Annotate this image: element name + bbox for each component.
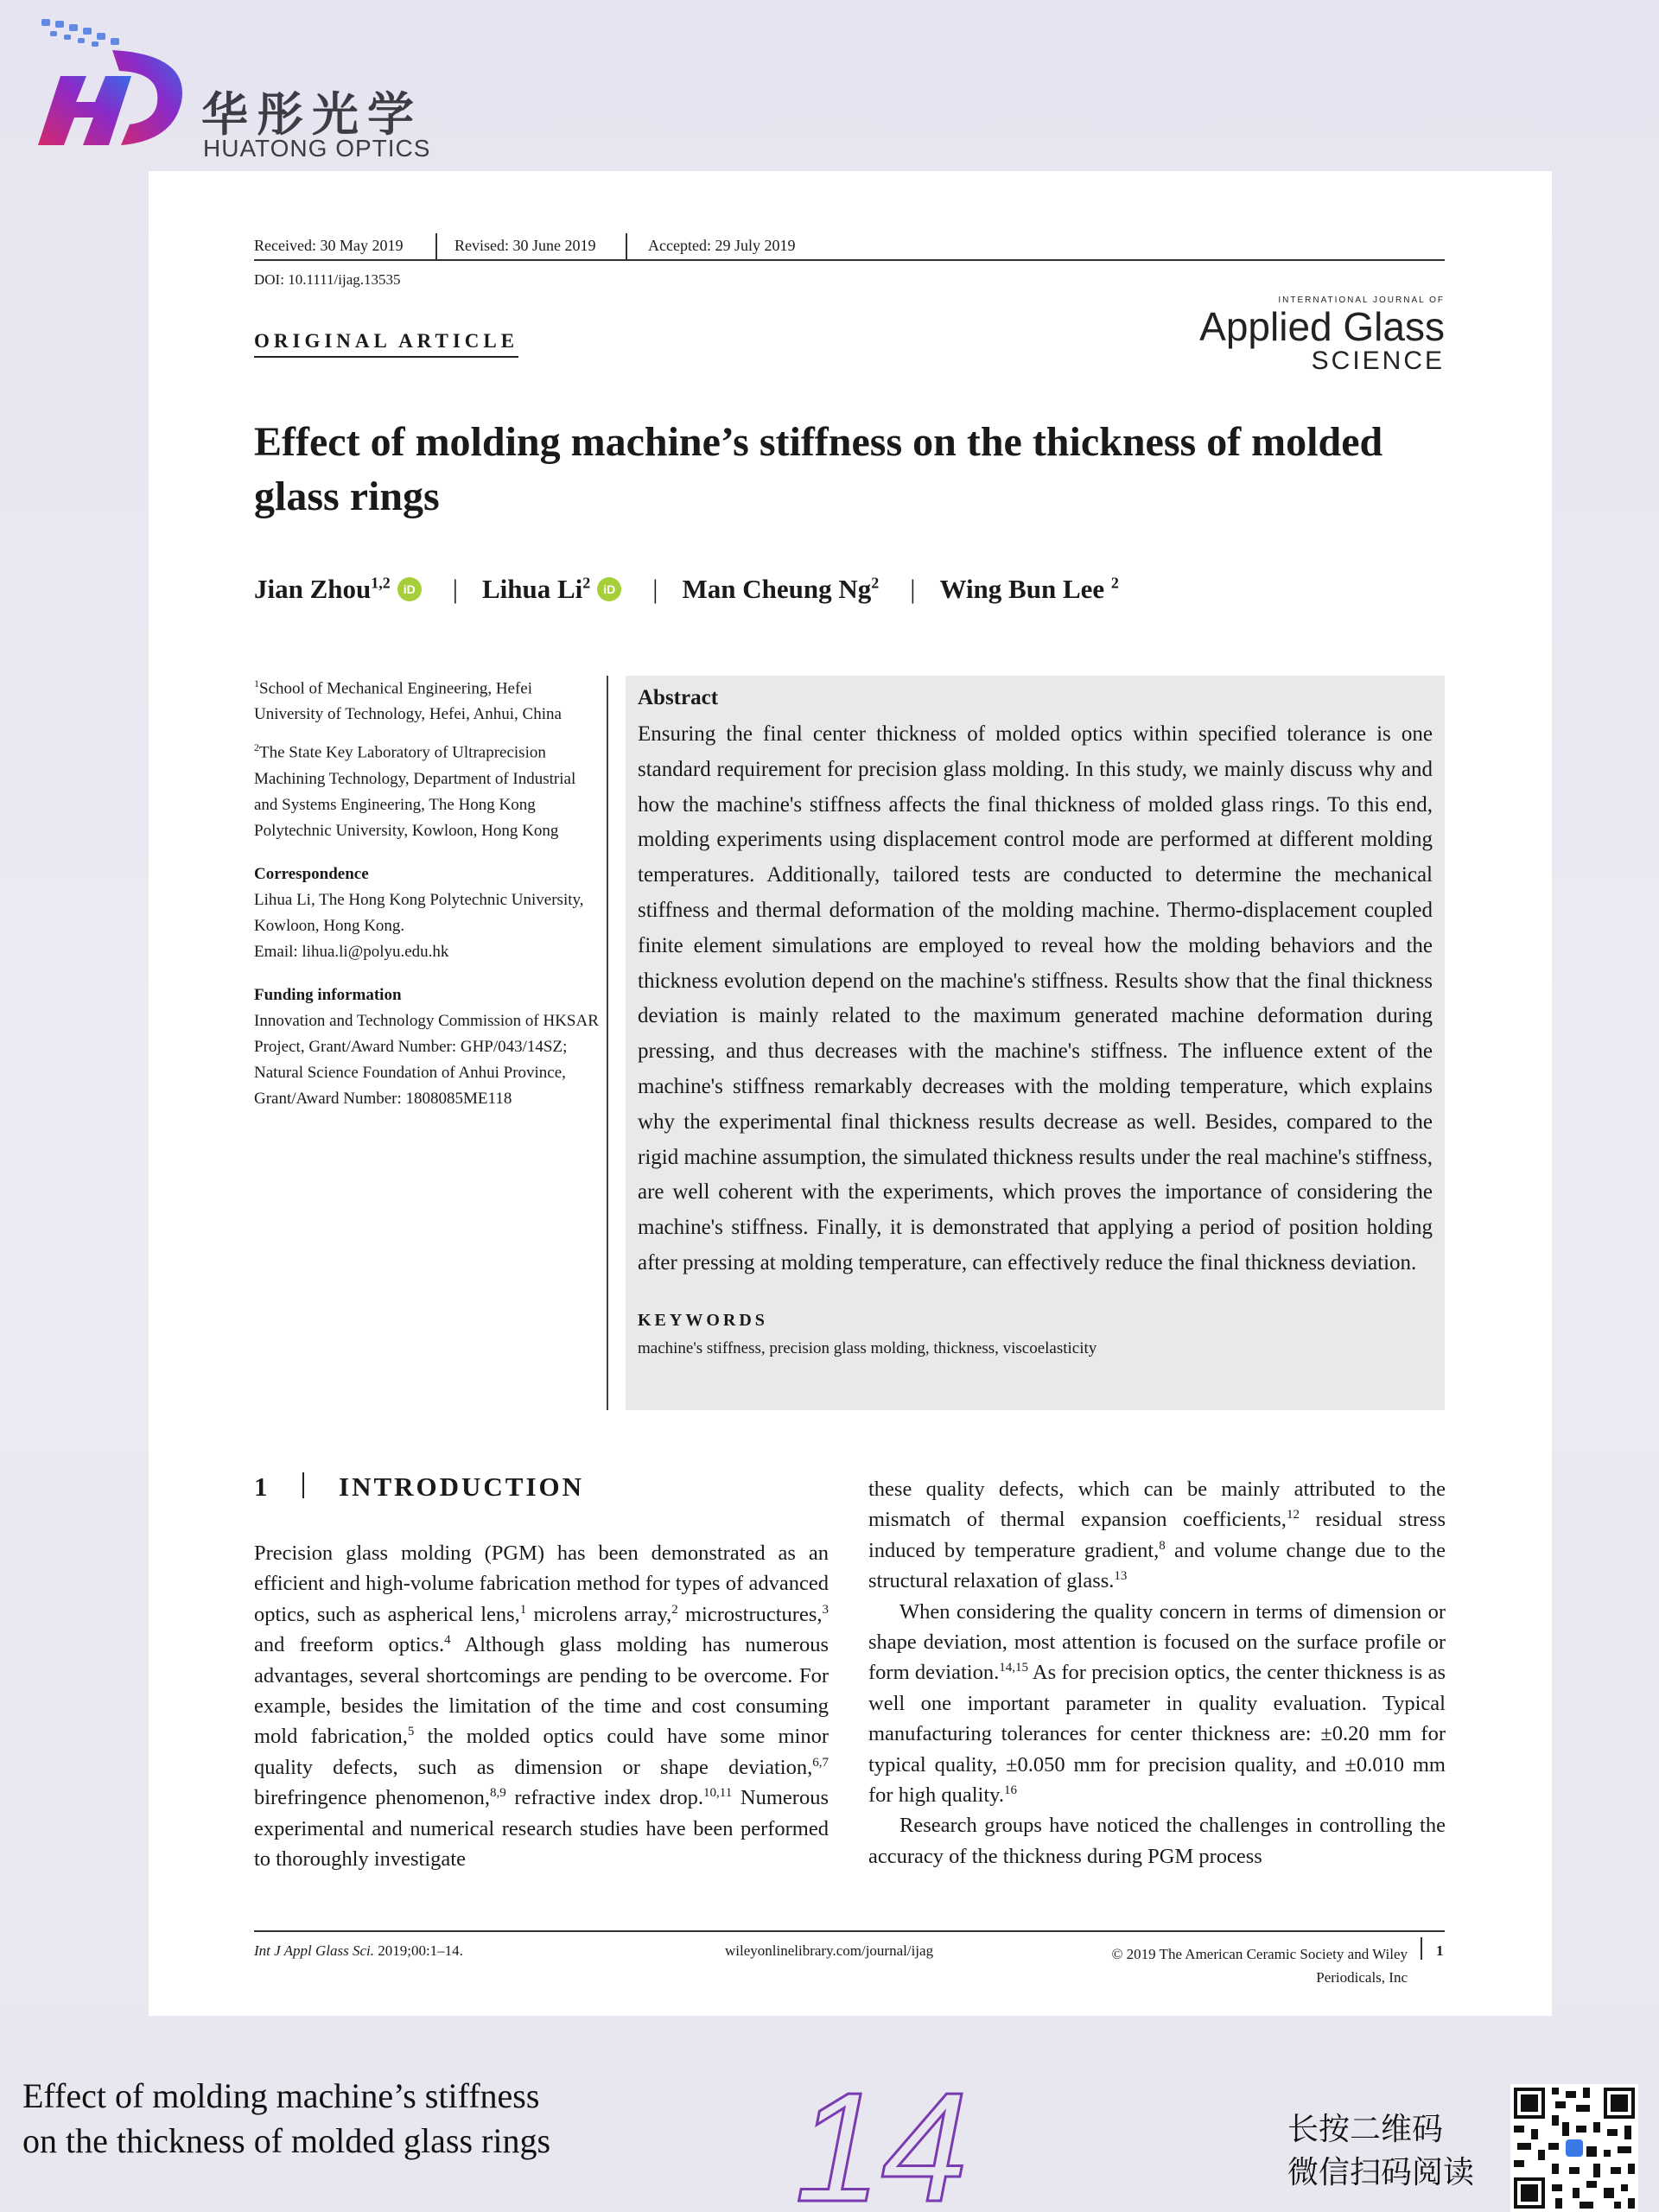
dates-bar	[254, 233, 1445, 261]
revised-date: Revised: 30 June 2019	[454, 237, 596, 254]
qr-code-icon[interactable]	[1510, 2084, 1638, 2212]
author-3[interactable]: Man Cheung Ng$^2$	[682, 574, 880, 604]
date-separator	[435, 233, 437, 259]
author-4[interactable]: Wing Bun Lee $^2$	[939, 574, 1119, 604]
brand-name-cn: 华彤光学	[201, 87, 423, 142]
footer-separator	[1421, 1937, 1422, 1960]
author-separator: |	[910, 574, 916, 604]
banner-caption	[22, 2074, 550, 2164]
email-link[interactable]: Email: lihua.li@polyu.edu.hk	[254, 942, 449, 961]
caption-line-1: Effect of molding machine’s stiffness	[22, 2076, 540, 2115]
abstract-text: Ensuring the final center thickness of molded optics within specified tolerance is one standard requirement for precision glass molding. In this study, we mainly discuss why and how the machine's stiffness affects the final thickness of molded glass rings. To this end, molding experiments using displacement control mode are performed at different molding temperatures. Additionally, tailored tests are conducted to determine the mechanical stiffness and thermal deformation of the molding machine. Thermo-displacement coupled finite element simulations are employed to reveal how the molding behaviors and the thickness evolution depend on the machine's stiffness. Results show that the final thickness deviation is mainly related to the maximum generated machine deformation during pressing, and thus decreases with the machine's stiffness. The influence extent of the machine's stiffness remarkably decreases with the molding temperature, which explains why the experimental final thickness results decrease as well. Besides, compared to the rigid machine assumption, the simulated thickness results under the real machine's stiffness, are well coherent with the experiments, which proves the importance of considering the machine's stiffness. Finally, it is demonstrated that applying a period of position holding after pressing at molding temperature, can effectively reduce the final thickness deviation.	[638, 722, 1433, 1274]
section-heading	[254, 1471, 584, 1503]
author-separator: |	[652, 574, 658, 604]
affiliation-1: $^1$School of Mechanical Engineering, Hefei University of Technology, Hefei, Anhui, China	[254, 677, 562, 724]
paper-title: Effect of molding machine’s stiffness on the thickness of molded glass rings	[254, 419, 1383, 519]
funding-text: Innovation and Technology Commission of HKSAR Project, Grant/Award Number: GHP/043/14SZ; Natural Science Foundation of Anhui Province, Grant/Award Number: 1808085ME118	[254, 1011, 599, 1108]
orcid-icon[interactable]: iD	[397, 577, 422, 601]
qr-instruction-2: 微信扫码阅读	[1287, 2155, 1475, 2190]
journal-sub: SCIENCE	[1311, 346, 1445, 375]
qr-instruction-1: 长按二维码	[1287, 2112, 1444, 2147]
issue-number	[795, 2078, 968, 2208]
qr-instructions	[1287, 2108, 1474, 2195]
column-divider	[607, 676, 608, 1410]
author-list	[254, 574, 1119, 605]
intro-paragraph-3: Research groups have noticed the challenges in controlling the accuracy of the thickness during PGM process	[868, 1814, 1446, 1868]
abstract-box	[626, 676, 1445, 1410]
author-2[interactable]: Lihua Li$^2$	[481, 574, 591, 604]
funding-heading: Funding information	[254, 985, 402, 1004]
article-type: ORIGINAL ARTICLE	[254, 330, 518, 358]
footer-website[interactable]: wileyonlinelibrary.com/journal/ijag	[725, 1942, 934, 1959]
footer-journal: Int J Appl Glass Sci. 2019;00:1–14.	[254, 1942, 463, 1959]
received-date: Received: 30 May 2019	[254, 237, 404, 254]
author-1[interactable]: Jian Zhou$^{1,2}$	[254, 574, 391, 604]
footer-copyright: © 2019 The American Ceramic Society and Wiley Periodicals, Inc	[1111, 1946, 1408, 1986]
keywords: machine's stiffness, precision glass molding, thickness, viscoelasticity	[638, 1338, 1097, 1357]
caption-line-2: on the thickness of molded glass rings	[22, 2121, 551, 2160]
author-separator: |	[452, 574, 458, 604]
hp-logo-icon	[26, 16, 199, 154]
intro-paragraph-1-cont: these quality defects, which can be mainly attributed to the mismatch of thermal expansion coefficients,$^{12}$ residual stress induced by temperature gradient,$^8$ and volume change due to the structural relaxation of glass.$^{13}$	[868, 1478, 1446, 1593]
doi[interactable]: DOI: 10.1111/ijag.13535	[254, 271, 401, 288]
brand-name-en: HUATONG OPTICS	[203, 135, 431, 162]
date-separator	[626, 233, 627, 259]
intro-paragraph-2: When considering the quality concern in terms of dimension or shape deviation, most attention is focused on the surface profile or form deviation.$^{14,15}$ As for precision optics, the center thickness is as well one important parameter in quality evaluation. Typical manufacturing tolerances for center thickness are: ±0.20 mm for typical quality, ±0.050 mm for precision quality, and ±0.010 mm for high quality.$^{16}$	[868, 1599, 1446, 1808]
affiliation-2: $^2$The State Key Laboratory of Ultraprecision Machining Technology, Department of Industrial and Systems Engineering, The Hong Kong Polytechnic University, Kowloon, Hong Kong	[254, 741, 576, 840]
page-footer	[254, 1930, 1445, 1986]
page-number: 1	[1436, 1942, 1444, 1959]
brand-header	[26, 16, 475, 162]
orcid-icon[interactable]: iD	[597, 577, 621, 601]
journal-logo	[1199, 296, 1445, 376]
correspondence-text: Lihua Li, The Hong Kong Polytechnic University, Kowloon, Hong Kong. Email: lihua.li@polyu.edu.hk	[254, 890, 584, 961]
affiliations-sidebar	[254, 671, 600, 1112]
section-title: INTRODUCTION	[339, 1471, 585, 1502]
abstract-heading: Abstract	[638, 686, 719, 709]
keywords-heading: KEYWORDS	[638, 1310, 768, 1330]
paper-page	[149, 171, 1552, 2016]
svg-text:14: 14	[795, 2078, 968, 2208]
section-bar	[302, 1472, 304, 1498]
intro-paragraph-1: Precision glass molding (PGM) has been demonstrated as an efficient and high-volume fabrication method for types of advanced optics, such as aspherical lens,$^1$ microlens array,$^2$ microstructures,$^3$ and freeform optics.$^4$ Although glass molding has numerous advantages, several shortcomings are pending to be overcome. For example, besides the limitation of the time and cost consuming mold fabrication,$^5$ the molded optics could have some minor quality defects, such as dimension or shape deviation,$^{6,7}$ birefringence phenomenon,$^{8,9}$ refractive index drop.$^{10,11}$ Numerous experimental and numerical research studies have been performed to thoroughly investigate	[254, 1541, 829, 1872]
journal-small: INTERNATIONAL JOURNAL OF	[1278, 296, 1445, 305]
section-number: 1	[254, 1471, 270, 1502]
journal-main: Applied Glass	[1199, 304, 1445, 349]
accepted-date: Accepted: 29 July 2019	[648, 237, 796, 254]
intro-right-column	[868, 1474, 1446, 1872]
correspondence-heading: Correspondence	[254, 864, 369, 883]
